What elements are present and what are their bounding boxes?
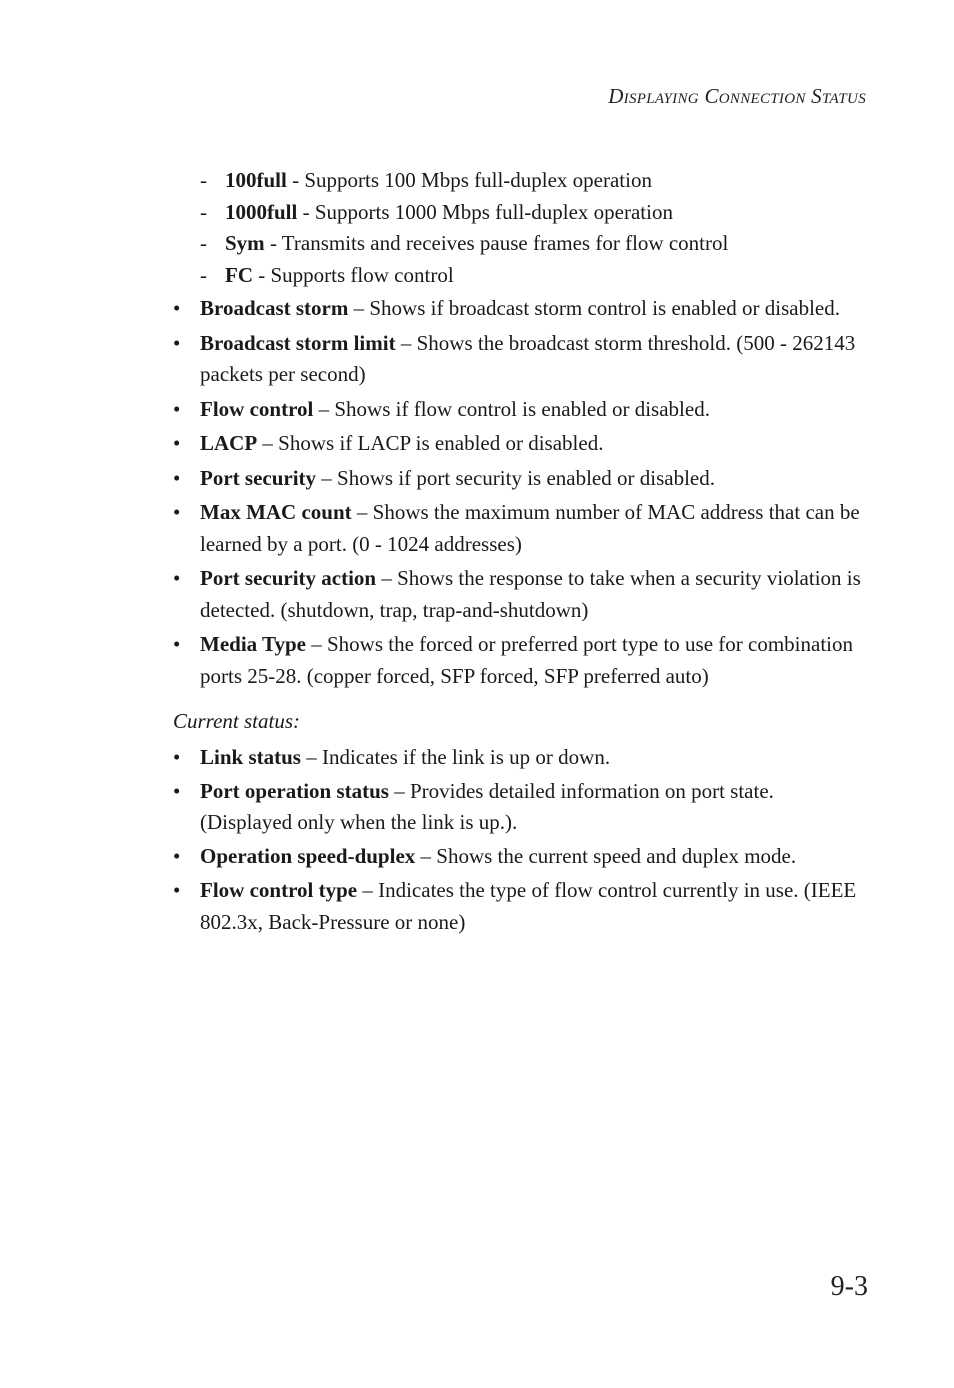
bullet-item — [0, 776, 954, 839]
dash-marker: - — [200, 231, 207, 255]
bullet-item — [0, 875, 954, 938]
bullet-desc: – Indicates the type of flow control currently in use. (IEEE 802.3x, Back-Pressure or none) — [200, 878, 857, 934]
bullet-term: Port security action — [200, 566, 377, 590]
bullet-desc: – Shows if flow control is enabled or disabled. — [313, 396, 710, 421]
bullet-marker: • — [173, 844, 181, 868]
sublist-desc: - Supports 100 Mbps full-duplex operation — [286, 168, 652, 192]
bullet-term: Max MAC count — [200, 500, 352, 524]
bullet-term: Media Type — [200, 632, 306, 656]
bullet-marker: • — [173, 566, 181, 590]
bullet-marker: • — [173, 878, 181, 902]
bullet-item — [0, 463, 954, 495]
bullet-desc: – Provides detailed information on port state. (Displayed only when the link is up.). — [200, 778, 774, 834]
sublist-term: 100full — [225, 168, 287, 192]
bullet-term: Operation speed-duplex — [200, 844, 416, 868]
dash-marker: - — [200, 168, 207, 192]
running-header: Displaying Connection Status — [608, 84, 866, 108]
bullet-marker: • — [173, 744, 181, 769]
current-status-bullet-list — [0, 742, 954, 939]
bullet-item — [0, 497, 954, 560]
bullet-item — [0, 293, 954, 325]
bullet-desc: – Shows the broadcast storm threshold. (500 - 262143 packets per second) — [200, 330, 856, 386]
bullet-term: Broadcast storm limit — [200, 330, 396, 355]
bullet-marker: • — [173, 431, 181, 455]
bullet-marker: • — [173, 632, 181, 656]
bullet-desc: – Shows the maximum number of MAC address that can be learned by a port. (0 - 1024 addresses) — [200, 500, 860, 556]
sublist-desc: - Supports 1000 Mbps full-duplex operation — [297, 199, 673, 224]
sublist-term: Sym — [225, 231, 265, 255]
sublist-term: FC — [225, 262, 253, 287]
bullet-marker: • — [173, 396, 181, 421]
config-bullet-list — [0, 293, 954, 692]
bullet-term: Flow control type — [200, 878, 358, 902]
bullet-item — [0, 428, 954, 460]
sublist-desc: - Supports flow control — [253, 262, 454, 287]
current-status-label: Current status: — [173, 709, 300, 733]
sublist-item — [0, 165, 954, 197]
bullet-desc: – Shows the response to take when a security violation is detected. (shutdown, trap, trap-and-shutdown) — [200, 566, 861, 622]
bullet-item — [0, 394, 954, 426]
bullet-desc: – Shows the current speed and duplex mode. — [415, 844, 797, 868]
bullet-item — [0, 629, 954, 692]
bullet-term: LACP — [200, 431, 258, 455]
bullet-marker: • — [173, 465, 181, 490]
bullet-desc: – Shows if broadcast storm control is enabled or disabled. — [348, 296, 840, 320]
bullet-term: Broadcast storm — [200, 296, 349, 320]
dash-marker: - — [200, 199, 207, 224]
bullet-term: Link status — [200, 744, 301, 769]
bullet-desc: – Shows the forced or preferred port type to use for combination ports 25-28. (copper forced, SFP forced, SFP preferred auto) — [200, 632, 853, 688]
sublist-item — [0, 197, 954, 229]
duplex-mode-sublist — [0, 165, 954, 291]
sublist-desc: - Transmits and receives pause frames for flow control — [264, 231, 729, 255]
page-number: 9-3 — [830, 1271, 868, 1302]
bullet-item — [0, 742, 954, 774]
bullet-marker: • — [173, 778, 181, 803]
sublist-item — [0, 228, 954, 260]
bullet-item — [0, 328, 954, 391]
bullet-item — [0, 563, 954, 626]
bullet-desc: – Shows if port security is enabled or disabled. — [316, 465, 715, 490]
bullet-marker: • — [173, 330, 181, 355]
bullet-term: Port security — [200, 465, 317, 490]
bullet-term: Port operation status — [200, 778, 389, 803]
dash-marker: - — [200, 262, 207, 287]
sublist-item — [0, 260, 954, 292]
sublist-term: 1000full — [225, 199, 298, 224]
bullet-marker: • — [173, 500, 181, 524]
bullet-item — [0, 841, 954, 873]
bullet-desc: – Indicates if the link is up or down. — [300, 744, 611, 769]
bullet-desc: – Shows if LACP is enabled or disabled. — [257, 431, 604, 455]
bullet-marker: • — [173, 296, 181, 320]
page-content — [0, 165, 954, 941]
bullet-term: Flow control — [200, 396, 314, 421]
